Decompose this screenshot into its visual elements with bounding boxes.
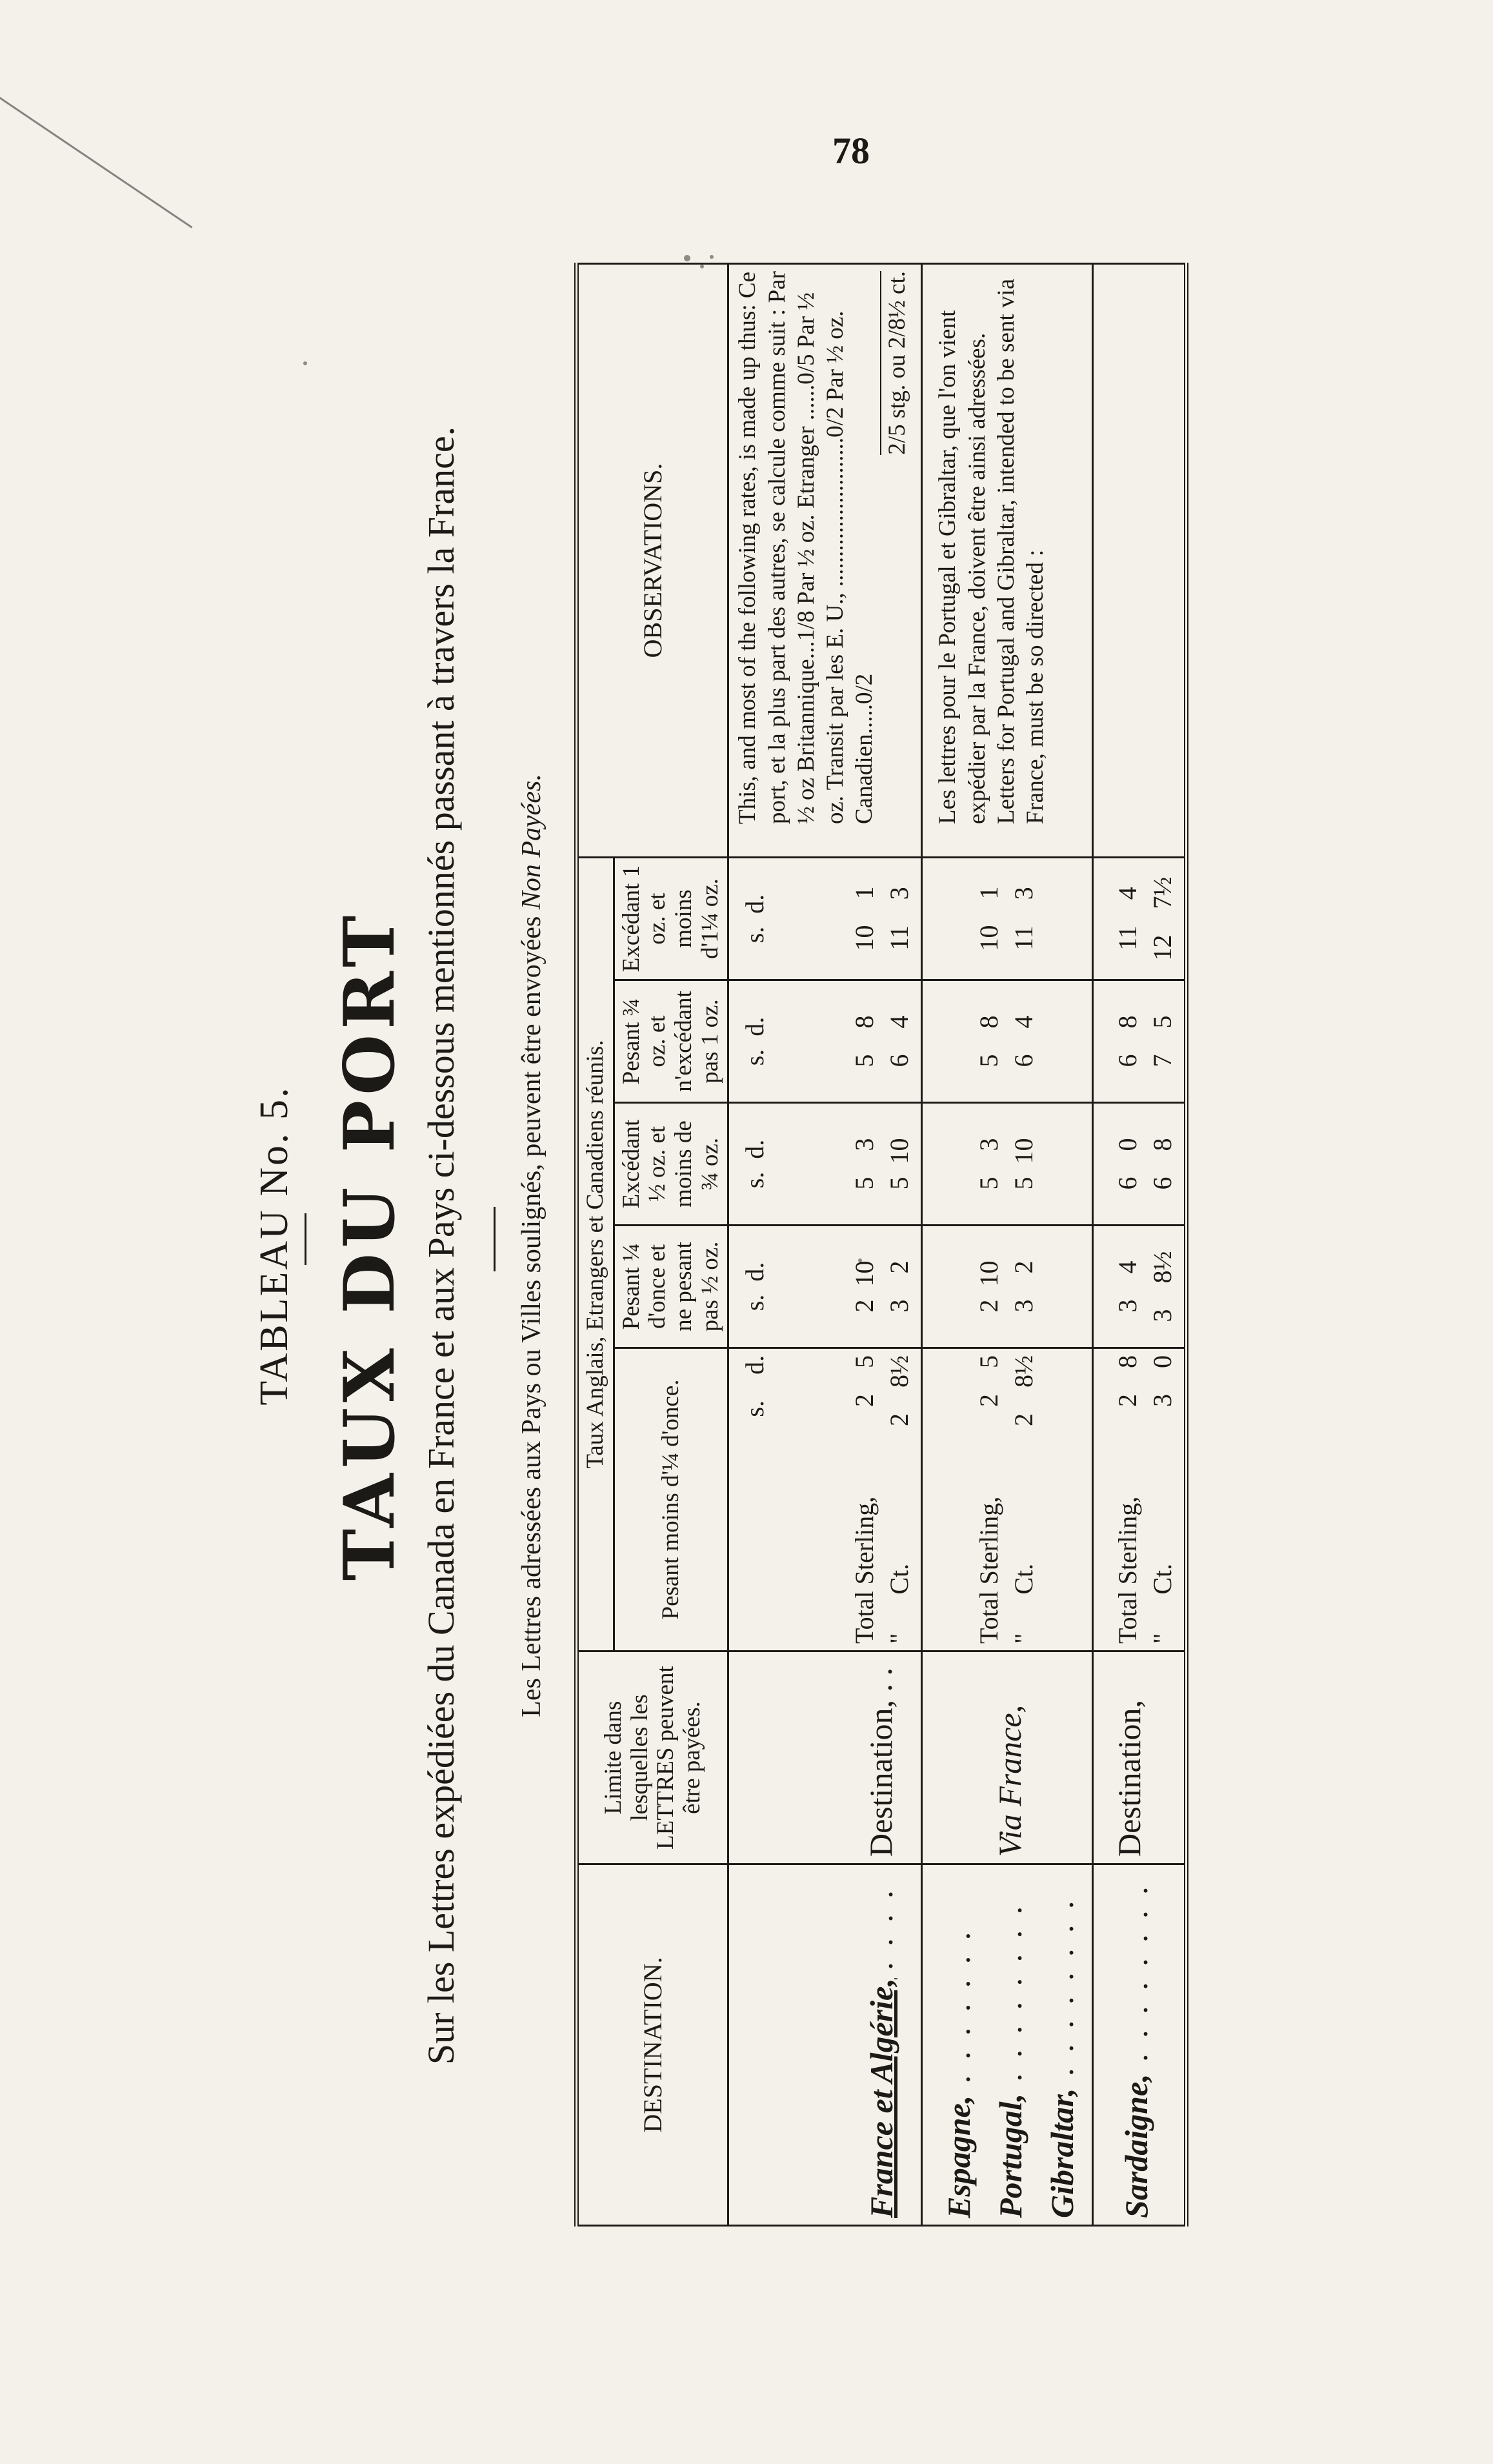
page-subtitle: Sur les Lettres expédiées du Canada en France et aux Pays ci-dessous mentionnés passant à travers la France.	[420, 426, 462, 2065]
header-limite: Limite dans lesquelles les LETTRES peuvent être payées.	[577, 1651, 728, 1864]
destination-name: Espagne,	[941, 2095, 977, 2218]
rate-value: 2 5	[850, 1355, 879, 1407]
rate-col1-cell	[1093, 1348, 1187, 1651]
observations-cell	[922, 264, 1093, 858]
header-col3: Excédant ½ oz. et moins de ¾ oz.	[614, 1103, 728, 1226]
rate-value: 5 3	[974, 1138, 1004, 1190]
limite-cell	[922, 1651, 1093, 1864]
header-col4: Pesant ¾ oz. et n'excédant pas 1 oz.	[614, 980, 728, 1103]
rate-value: 7 5	[1148, 1015, 1177, 1067]
rate-col5-cell	[922, 858, 1093, 980]
observations-text: This, and most of the following rates, is made up thus: Ce port, et la plus part des autres, se calcule comme suit : Par ½ oz Britannique...1/8 Par ½ oz. Etranger ......0/5 Par ½ oz. Transit par les E. U., .........................0/2 Par ½ oz. Canadien.....0/2	[734, 271, 877, 824]
rate-value: 5 10	[1009, 1138, 1039, 1190]
rate-col3-cell	[922, 1103, 1093, 1226]
rate-value: 10 1	[850, 886, 879, 951]
rate-value: 6 4	[1009, 1015, 1039, 1067]
postage-rate-table	[574, 263, 1188, 2227]
table-row	[922, 264, 1093, 2226]
header-col5: Excédant 1 oz. et moins d'1¼ oz.	[614, 858, 728, 980]
rate-value: 5 10	[885, 1138, 914, 1190]
limite-text: Via France,	[992, 1704, 1028, 1857]
rate-value: 6 4	[885, 1015, 914, 1067]
rate-col2-cell: s. d. 2 10 3 2	[728, 1226, 922, 1348]
page-title: TAUX DU PORT	[329, 910, 410, 1581]
destination-name: Gibraltar,	[1044, 2088, 1081, 2218]
rate-value: 5 3	[850, 1138, 879, 1190]
page-number: 78	[832, 130, 870, 172]
limite-cell: Destination, . .	[728, 1651, 922, 1864]
rate-value: 6 0	[1113, 1138, 1143, 1190]
rate-value: 11 4	[1113, 887, 1143, 951]
rate-col4-cell: s. d. 5 8 6 4	[728, 980, 922, 1103]
observations-cell	[728, 264, 922, 858]
observations-total: 2/5 stg. ou 2/8½ ct.	[880, 271, 910, 455]
rate-value: 3 2	[1009, 1260, 1039, 1313]
unpaid-note	[516, 136, 547, 2356]
total-sterling-label: Total Sterling,	[974, 1496, 1004, 1644]
rate-col5-cell: s. d. 10 1 11 3	[728, 858, 922, 980]
rate-value: 3 0	[1148, 1355, 1177, 1407]
rate-col1-cell: s. d. Total Sterling, " Ct. 2 5 2 8½	[728, 1348, 922, 1651]
header-col2: Pesant ¼ d'once et ne pesant pas ½ oz.	[614, 1226, 728, 1348]
rate-value: 11 3	[1009, 887, 1039, 951]
rate-value: 10 1	[974, 886, 1004, 951]
ct-label: " Ct.	[885, 1563, 914, 1644]
rate-col3-cell: s. d. 5 3 5 10	[728, 1103, 922, 1226]
title-rule	[305, 1213, 306, 1265]
rate-value: 2 8	[1113, 1355, 1143, 1407]
destination-cell: Sardaigne, . . . . . . . .	[1093, 1864, 1187, 2226]
destination-name: Portugal,	[992, 2093, 1029, 2218]
rotated-page-content	[142, 136, 1458, 2356]
rate-col1-cell	[922, 1348, 1093, 1651]
destination-name: Sardaigne,	[1118, 2074, 1155, 2218]
rate-value: 2 8½	[1009, 1355, 1039, 1426]
table-row	[1093, 264, 1187, 2226]
rate-value: 6 8	[1113, 1015, 1143, 1067]
observations-text: Les lettres pour le Portugal et Gibraltar, que l'on vient expédier par la France, doivent être ainsi adressées. Letters for Portugal and Gibraltar, intended to be sent via France, must be so directed :	[934, 278, 1048, 824]
rate-col5-cell	[1093, 858, 1187, 980]
destination-name: France et Algérie,	[863, 1978, 900, 2218]
rate-value: 2 8½	[885, 1355, 914, 1426]
unpaid-note-text: Les Lettres adressées aux Pays ou Villes soulignés, peuvent être envoyées	[517, 909, 546, 1717]
header-destination: DESTINATION.	[577, 1864, 728, 2226]
rate-value: 5 8	[974, 1015, 1004, 1067]
rate-value: 2 10	[850, 1260, 879, 1313]
tableau-title: TABLEAU No. 5.	[252, 1086, 296, 1406]
header-col1: Pesant moins d'¼ d'once.	[614, 1348, 728, 1651]
rate-value: 2 10	[974, 1260, 1004, 1313]
limite-text: Destination,	[1111, 1699, 1148, 1857]
rate-value: 6 8	[1148, 1138, 1177, 1190]
rate-col2-cell	[1093, 1226, 1187, 1348]
total-sterling-label: Total Sterling,	[1113, 1496, 1143, 1644]
observations-cell	[1093, 264, 1187, 858]
total-sterling-label: Total Sterling,	[850, 1496, 879, 1644]
rate-col2-cell	[922, 1226, 1093, 1348]
unpaid-note-italic: Non Payées.	[517, 774, 546, 910]
rate-col4-cell	[1093, 980, 1187, 1103]
header-taux-group: Taux Anglais, Etrangers et Canadiens réunis.	[577, 858, 614, 1651]
ct-label: " Ct.	[1009, 1563, 1039, 1644]
ct-label: " Ct.	[1148, 1563, 1177, 1644]
rate-col4-cell	[922, 980, 1093, 1103]
destination-cell: Espagne, . . . . . . . Portugal, . . . . . . . . Gibraltar, . . . . . . . .	[922, 1864, 1093, 2226]
rate-value: 2 5	[974, 1355, 1004, 1407]
rate-value: 5 8	[850, 1015, 879, 1067]
rate-value: 12 7½	[1148, 876, 1177, 961]
rate-value: 3 4	[1113, 1260, 1143, 1313]
limite-cell	[1093, 1651, 1187, 1864]
rate-value: 11 3	[885, 887, 914, 951]
rate-value: 3 2	[885, 1260, 914, 1313]
rate-col3-cell	[1093, 1103, 1187, 1226]
table-row	[728, 264, 922, 2226]
destination-cell: France et Algérie, . . . .	[728, 1864, 922, 2226]
rate-value: 3 8½	[1148, 1251, 1177, 1322]
subtitle-rule	[494, 1207, 496, 1271]
limite-text: Destination,	[863, 1699, 899, 1857]
header-observations: OBSERVATIONS.	[577, 264, 728, 858]
